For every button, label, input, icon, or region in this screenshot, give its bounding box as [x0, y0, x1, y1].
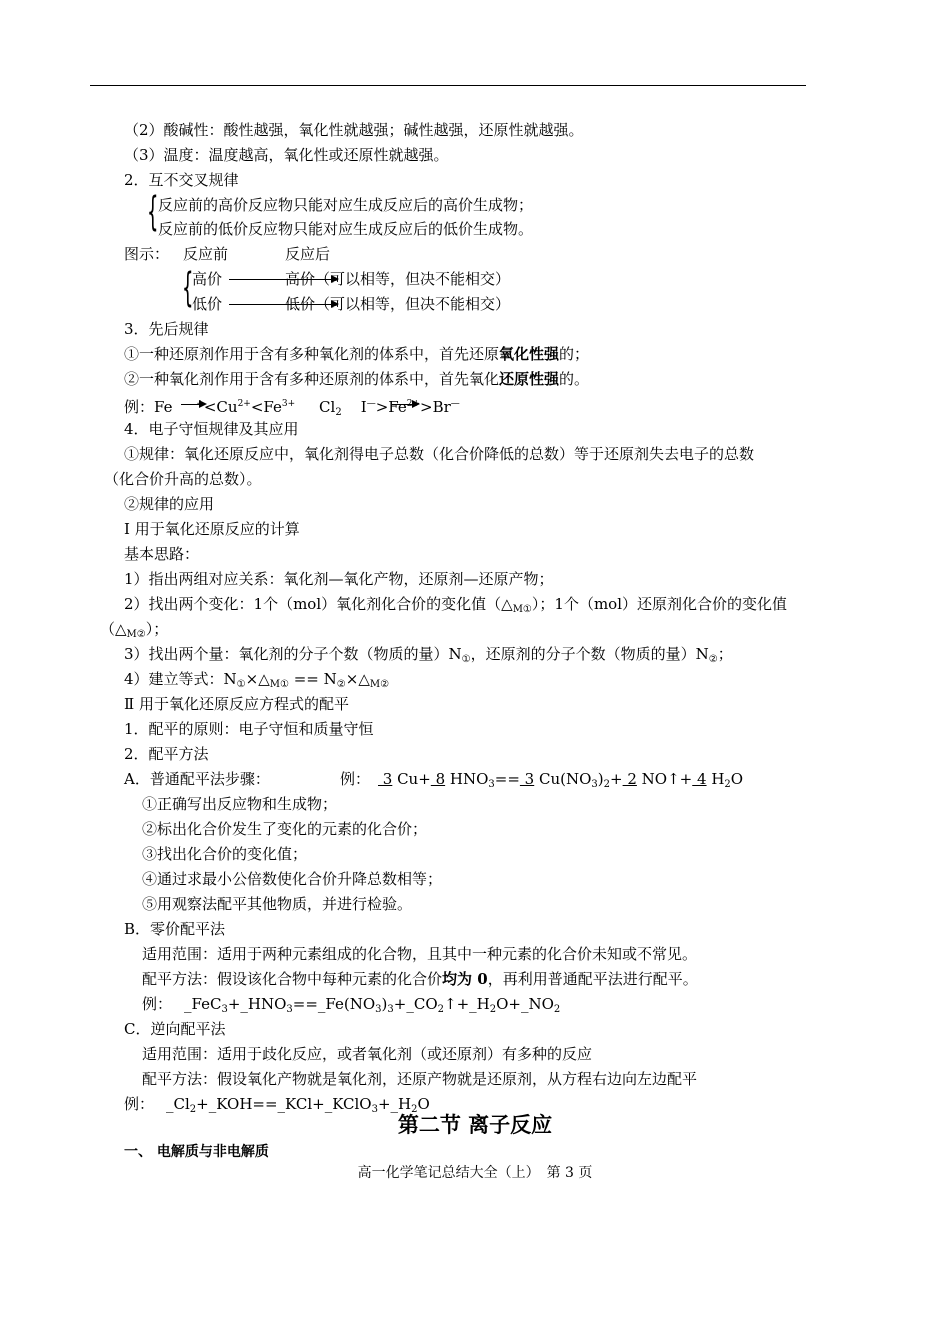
paragraph: ①正确写出反应物和生成物； [142, 795, 338, 813]
paragraph: （化合价升高的总数）。 [104, 470, 262, 488]
diagram-label: 低价（可以相等，但决不能相交） [285, 295, 511, 313]
arrow-icon [181, 404, 205, 405]
paragraph: ②规律的应用 [124, 495, 215, 513]
diagram-label: 图示： [124, 245, 170, 263]
diagram-label: 低价 [192, 295, 223, 313]
example-label: 例： [124, 1095, 155, 1113]
paragraph: ④通过求最小公倍数使化合价升降总数相等； [142, 870, 443, 888]
example-label: 例： [340, 770, 371, 788]
example-line: 例：Fe $^+<Cu^{2+}<Fe^{3+}$ $Cl_2$ $I^—>Fe^{2+}>Br^—$ [124, 398, 460, 418]
formula-line: 3 Cu+ 8 $HNO_3== 3$ $Cu(NO_3)_2+ 2$ NO↑+ 4 $H_2O$ [378, 770, 744, 790]
page-footer: 高一化学笔记总结大全（上） 第 3 页 [357, 1165, 593, 1181]
brace-icon: { [147, 189, 159, 235]
paragraph: 适用范围：适用于歧化反应，或者氧化剂（或还原剂）有多种的反应 [142, 1045, 593, 1063]
example-label: 例： [142, 995, 173, 1013]
paragraph: ⑤用观察法配平其他物质，并进行检验。 [142, 895, 413, 913]
paragraph: 基本思路： [124, 545, 200, 563]
formula-line: 4）建立等式：$N_①\times\triangle_{M①}$ == $N_②\times\triangle_{M②}$ [124, 670, 390, 690]
paragraph: 1．配平的原则：电子守恒和质量守恒 [124, 720, 374, 738]
brace-icon: { [182, 265, 194, 311]
paragraph: （3）温度：温度越高，氧化性或还原性就越强。 [124, 146, 449, 164]
paragraph: 2．互不交叉规律 [124, 171, 239, 189]
arrow-icon [392, 404, 418, 405]
paragraph: 反应前的低价反应物只能对应生成反应后的低价生成物。 [158, 220, 534, 238]
paragraph: ①规律：氧化还原反应中，氧化剂得电子总数（化合价降低的总数）等于还原剂失去电子的总数 [124, 445, 755, 463]
formula-line: $\_Cl_2+\_KOH==\_KCl+\_KClO_3+\_H_2O$ [166, 1095, 430, 1115]
paragraph: 4．电子守恒规律及其应用 [124, 420, 299, 438]
paragraph: 2）找出两个变化：1个（mol）氧化剂化合价的变化值$(\triangle_{M①})$；1个（mol）还原剂化合价的变化值 [124, 595, 788, 615]
paragraph: 适用范围：适用于两种元素组成的化合物，且其中一种元素的化合价未知或不常见。 [142, 945, 698, 963]
diagram-label: 高价 [192, 270, 223, 288]
paragraph: B．零价配平法 [124, 920, 226, 938]
paragraph: ③找出化合价的变化值； [142, 845, 308, 863]
paragraph: A．普通配平法步骤： [124, 770, 270, 788]
paragraph: $(\triangle_{M②})$； [100, 620, 169, 640]
paragraph: C．逆向配平法 [124, 1020, 226, 1038]
section-heading: 第二节 离子反应 [397, 1113, 553, 1137]
paragraph: 3．先后规律 [124, 320, 209, 338]
paragraph: ②一种氧化剂作用于含有多种还原剂的体系中，首先氧化还原性强的。 [124, 370, 590, 388]
diagram-label: 反应后 [285, 245, 331, 263]
paragraph: Ⅱ 用于氧化还原反应方程式的配平 [124, 695, 349, 713]
header-rule [90, 85, 806, 86]
paragraph: 1）指出两组对应关系：氧化剂—氧化产物，还原剂—还原产物； [124, 570, 554, 588]
paragraph: 反应前的高价反应物只能对应生成反应后的高价生成物； [158, 196, 534, 214]
paragraph: Ⅰ 用于氧化还原反应的计算 [124, 520, 300, 538]
diagram-label: 高价（可以相等，但决不能相交） [285, 270, 511, 288]
paragraph: ①一种还原剂作用于含有多种氧化剂的体系中，首先还原氧化性强的； [124, 345, 590, 363]
paragraph: 配平方法：假设该化合物中每种元素的化合价均为 0，再利用普通配平法进行配平。 [142, 970, 698, 988]
paragraph: 3）找出两个量：氧化剂的分子个数（物质的量）$N_①$，还原剂的分子个数（物质的量）$N_②$； [124, 645, 733, 665]
formula-line: $\_FeC_3+\_HNO_3==\_Fe(NO_3)_3+\_CO_2↑+\_H_2O+\_NO_2$ [184, 995, 561, 1015]
paragraph: ②标出化合价发生了变化的元素的化合价； [142, 820, 428, 838]
paragraph: 2．配平方法 [124, 745, 209, 763]
paragraph: （2）酸碱性：酸性越强，氧化性就越强；碱性越强，还原性就越强。 [124, 121, 584, 139]
paragraph: 配平方法：假设氧化产物就是氧化剂，还原产物就是还原剂，从方程右边向左边配平 [142, 1070, 698, 1088]
subsection-title: 一、 电解质与非电解质 [124, 1144, 269, 1160]
diagram-label: 反应前 [183, 245, 229, 263]
